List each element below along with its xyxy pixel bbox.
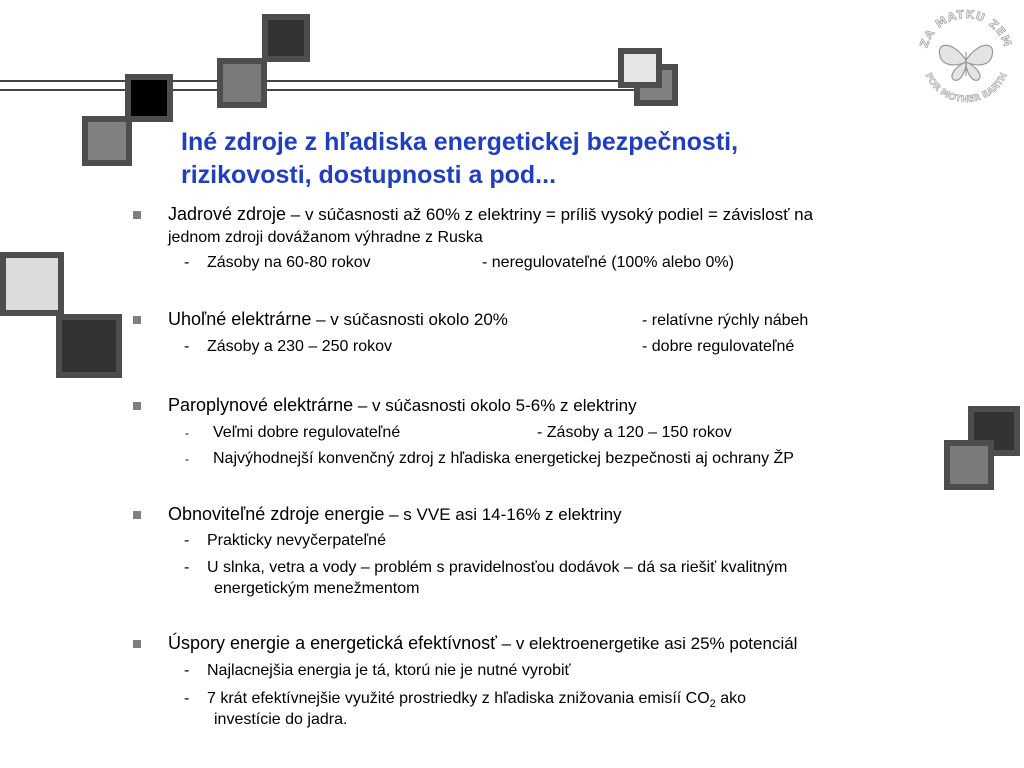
section-right-note: - relatívne rýchly nábeh [642,312,809,329]
logo-text-bottom: FOR MOTHER EARTH [922,71,1010,106]
section-coal-line [168,309,508,330]
sub-item: Veľmi dobre regulovateľné [213,424,401,441]
sub-item: Najvýhodnejší konvenčný zdroj z hľadiska energetickej bezpečnosti aj ochrany ŽP [213,450,794,467]
bullet-icon [133,402,141,410]
sub-dash: - [184,254,190,271]
sub-item: Zásoby na 60-80 rokov [207,254,371,271]
bullet-icon [133,511,141,519]
sub-item-right: - neregulovateľné (100% alebo 0%) [482,254,734,271]
logo-text-top: ZA MATKU ZEM [917,7,1015,50]
sub-dash: - [185,452,189,466]
section-detail: – v súčasnosti okolo 5-6% z elektriny [353,396,637,415]
sub-dash: - [184,532,190,549]
sub-item-text: 7 krát efektívnejšie využité prostriedky z hľadiska znižovania emisíí CO [207,690,710,707]
sub-dash: - [184,690,190,707]
sub-item-right: - dobre regulovateľné [642,338,795,355]
section-heading: Paroplynové elektrárne [168,395,354,415]
sub-item-right: - Zásoby a 120 – 150 rokov [537,424,732,441]
section-heading: Jadrové zdroje [168,204,287,224]
sub-item: Najlacnejšia energia je tá, ktorú nie je nutné vyrobiť [207,662,571,679]
section-detail: – s VVE asi 14-16% z elektriny [384,505,622,524]
slide-title-line-1: Iné zdroje z hľadiska energetickej bezpečnosti, [181,128,739,156]
section-heading: Uhoľné elektrárne [168,309,312,329]
section-detail: – v elektroenergetike asi 25% potenciál [496,634,798,653]
sub-dash: - [184,338,190,355]
section-renewables-line [168,504,622,525]
section-heading: Obnoviteľné zdroje energie [168,504,385,524]
sub-dash: - [184,662,190,679]
section-detail-continuation: jednom zdroji dovážanom výhradne z Ruska [168,229,483,246]
sub-item: U slnka, vetra a vody – problém s pravidelnosťou dodávok – dá sa riešiť kvalitným [207,559,788,576]
section-gas-line [168,395,637,416]
bullet-icon [133,316,141,324]
sub-dash: - [184,559,190,576]
sub-item: Zásoby a 230 – 250 rokov [207,338,393,355]
bullet-icon [133,640,141,648]
sub-item: Prakticky nevyčerpateľné [207,532,386,549]
subscript-2: 2 [709,698,716,711]
section-heading: Úspory energie a energetická efektívnosť [168,633,497,653]
sub-item-after: ako [715,690,747,707]
section-detail: – v súčasnosti okolo 20% [311,310,508,329]
slide-title-line-2: rizikovosti, dostupnosti a pod... [181,161,557,189]
section-detail: – v súčasnosti až 60% z elektriny = príliš vysoký podiel = závislosť na [286,205,814,224]
sub-item-continuation: energetickým menežmentom [214,580,420,597]
bullet-icon [133,211,141,219]
sub-item-continuation: investície do jadra. [214,711,348,728]
sub-dash: - [185,426,189,440]
section-nuclear-line [168,204,813,225]
section-savings-line [168,633,797,654]
